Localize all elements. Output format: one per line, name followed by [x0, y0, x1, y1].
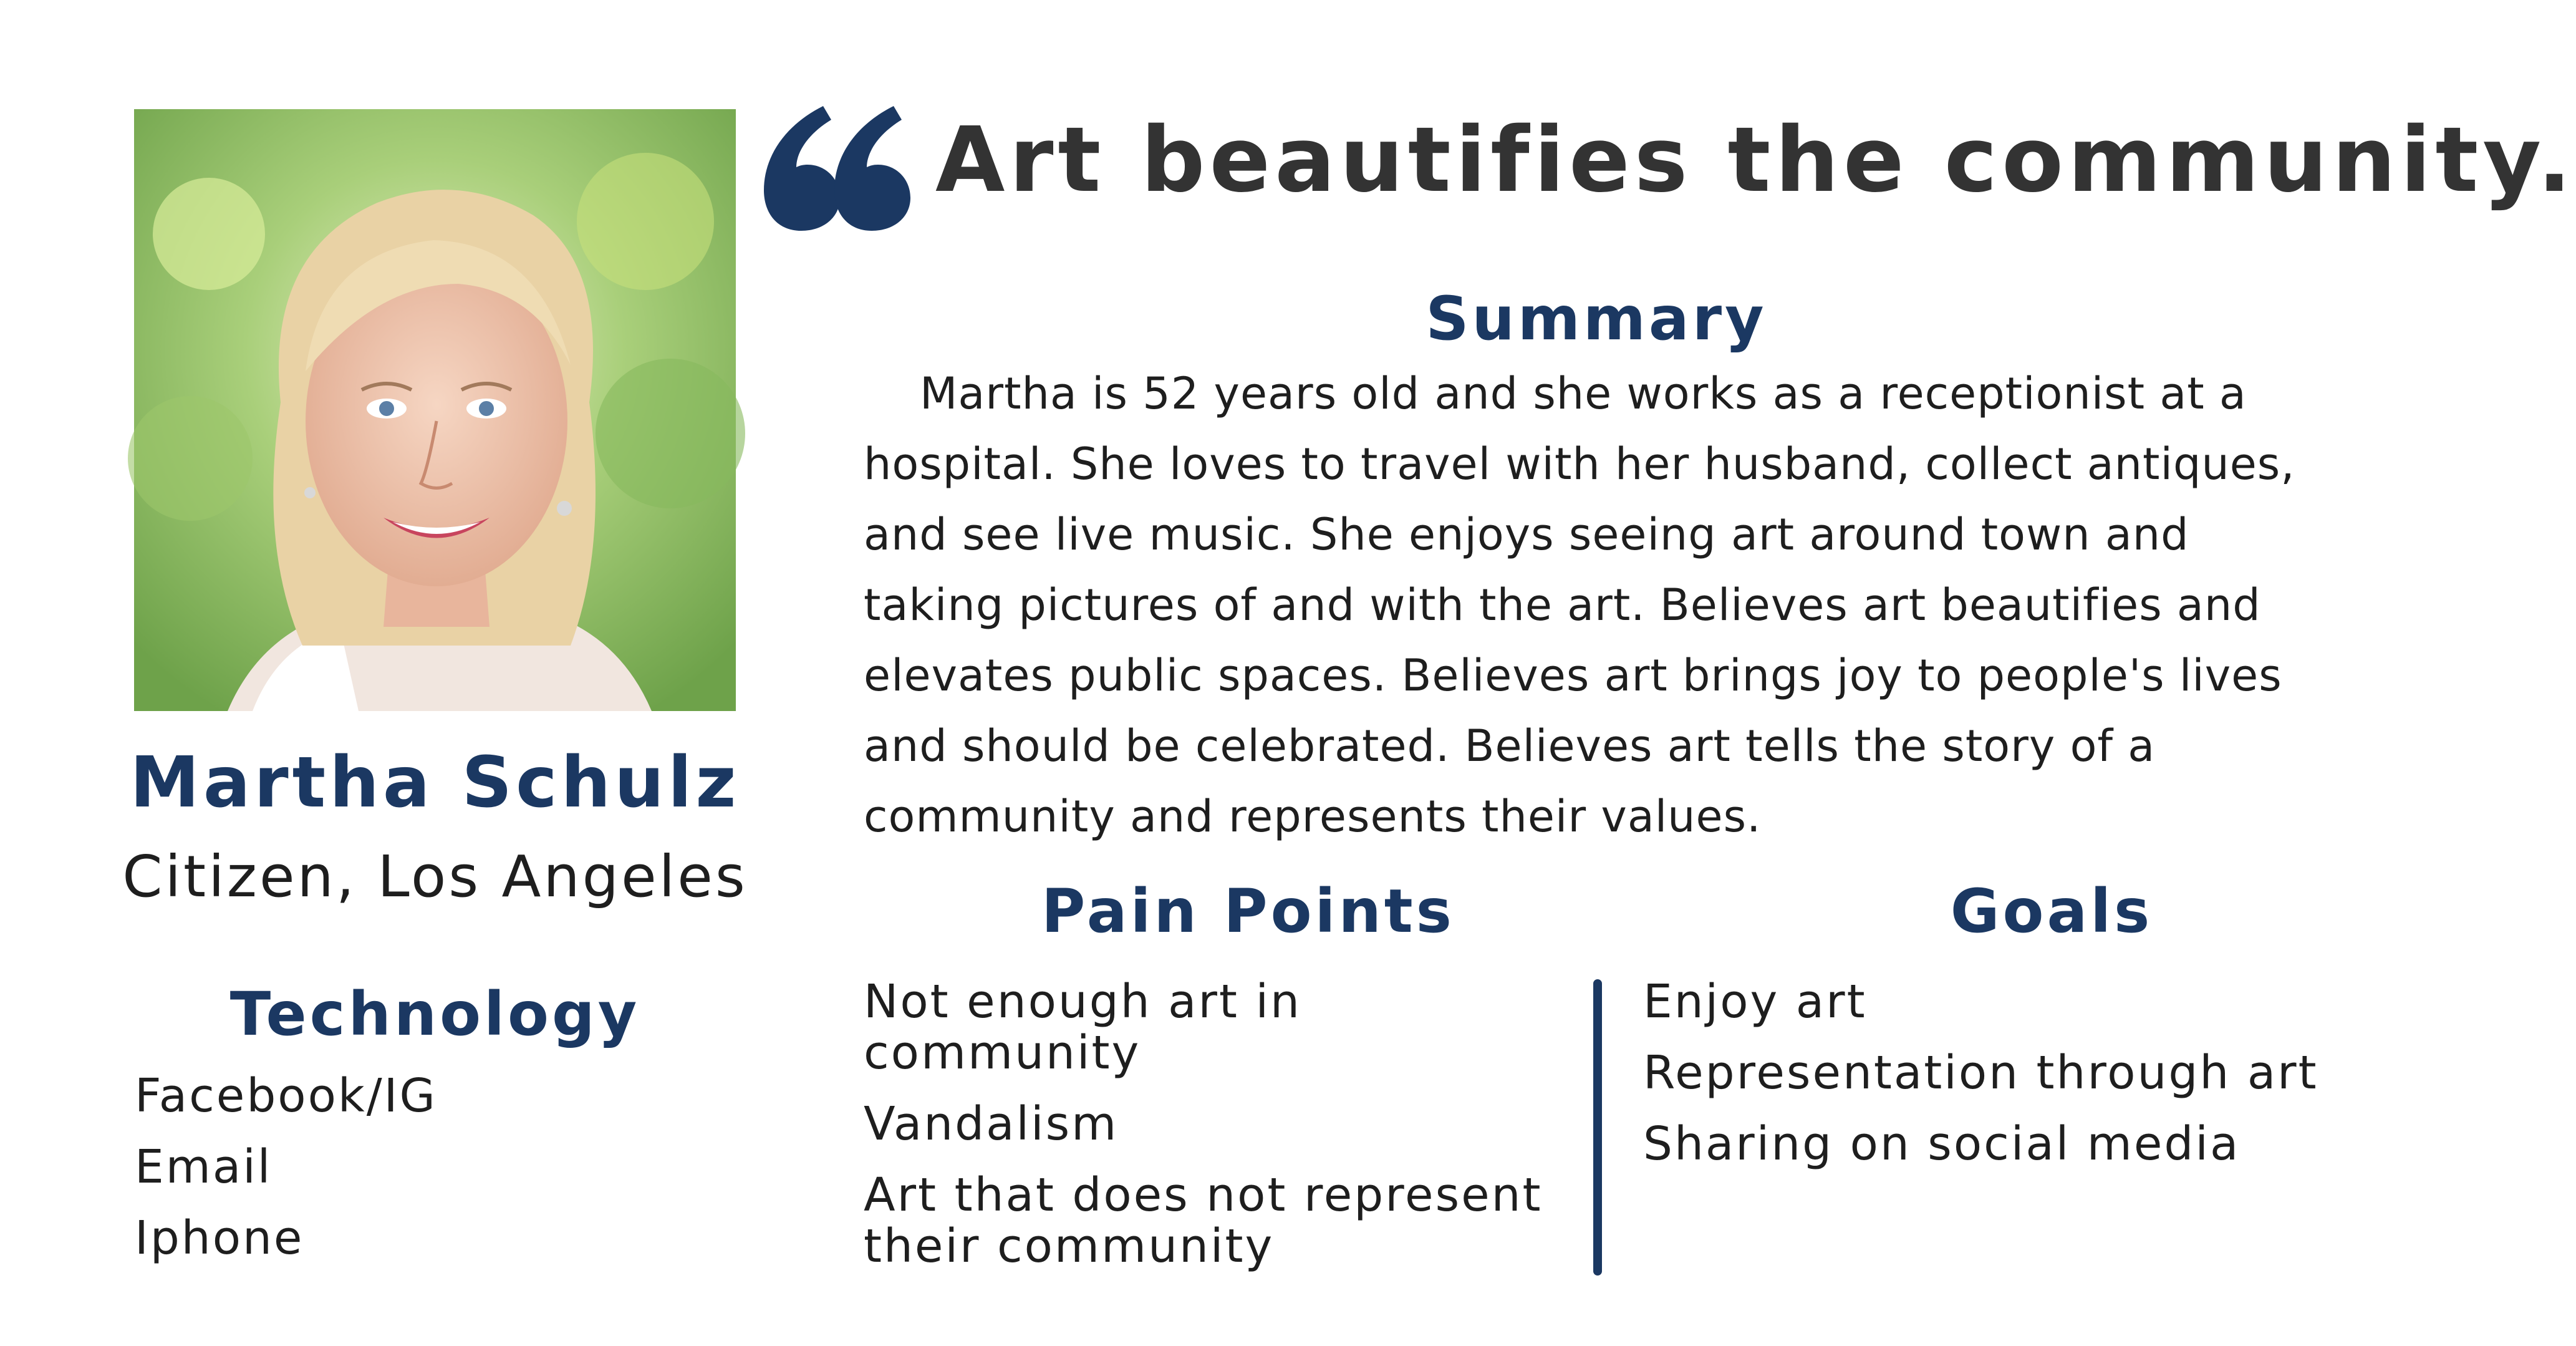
technology-item: Facebook/IG	[135, 1069, 437, 1123]
summary-text: Martha is 52 years old and she works as a receptionist at a hospital. She loves to travel with her husband, collect antiques, and see live music. She enjoys seeing art around town and taking pictures of and with the art. Believes art beautifies and elevates public spaces. Believes art brings joy to people's lives and should be celebrated. Believes art tells the story of a community and represents their values.	[864, 368, 2295, 842]
persona-photo	[134, 109, 736, 711]
pain-points-heading: Pain Points	[1041, 876, 1455, 946]
goal-item: Representation through art	[1643, 1046, 2318, 1100]
technology-heading: Technology	[229, 979, 640, 1049]
quote-mark-icon	[764, 106, 910, 231]
goals-heading: Goals	[1950, 876, 2153, 946]
persona-quote: Art beautifies the community.	[935, 107, 2576, 212]
pain-point-item: Not enough art in community	[864, 975, 1301, 1080]
persona-photo-illustration	[134, 109, 736, 711]
pain-point-item: Art that does not represent their community	[864, 1168, 1543, 1273]
pain-point-item: Vandalism	[864, 1097, 1119, 1151]
technology-item: Email	[135, 1140, 273, 1194]
technology-list	[135, 1060, 437, 1274]
pain-points-list	[864, 976, 1575, 1292]
summary-heading: Summary	[1425, 284, 1767, 354]
goals-list	[1643, 976, 2318, 1189]
persona-role: Citizen, Los Angeles	[122, 843, 748, 910]
technology-item: Iphone	[135, 1211, 304, 1265]
column-divider	[1593, 979, 1602, 1276]
persona-name: Martha Schulz	[130, 742, 740, 823]
goal-item: Enjoy art	[1643, 975, 1867, 1029]
goal-item: Sharing on social media	[1643, 1117, 2241, 1171]
